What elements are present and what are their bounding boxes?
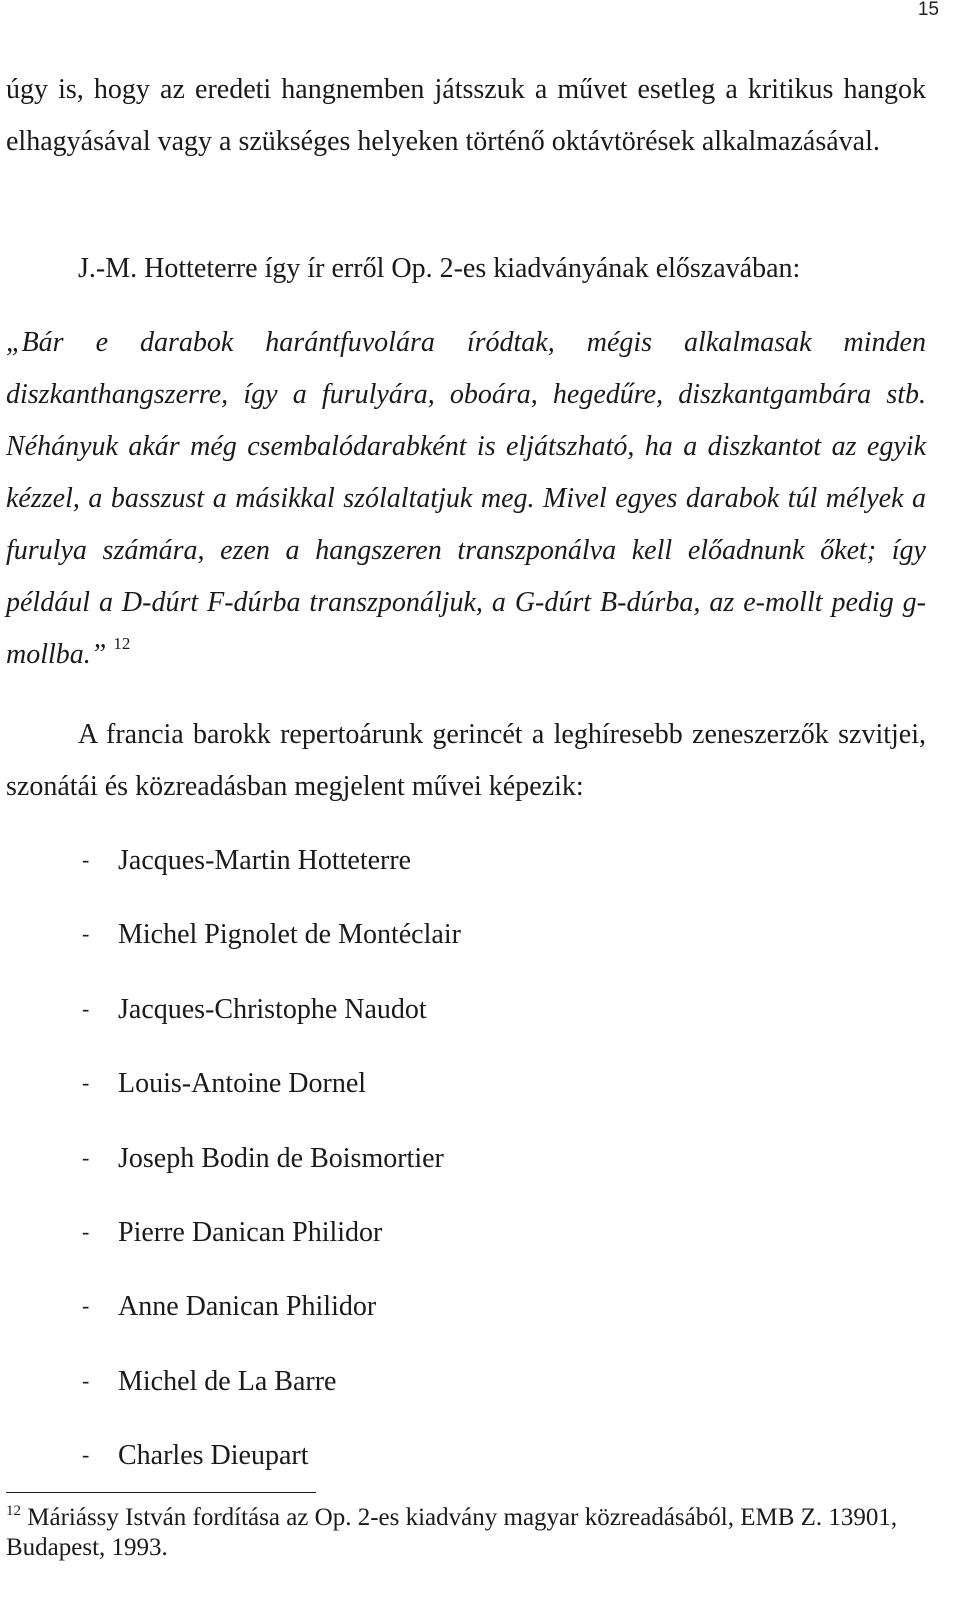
hotteterre-quote — [6, 317, 926, 681]
list-bullet: - — [82, 995, 90, 1021]
composer-name: Pierre Danican Philidor — [118, 1216, 383, 1248]
composer-name: Jacques-Christophe Naudot — [118, 993, 427, 1025]
composer-name: Michel Pignolet de Montéclair — [118, 919, 461, 951]
composer-list-item — [82, 1057, 461, 1131]
repertoire-paragraph: A francia barokk repertoárunk gerincét a leghíresebb zeneszerzők szvitjei, szonátái és közreadásban megjelent művei képezik: — [6, 719, 926, 802]
composer-name: Anne Danican Philidor — [118, 1291, 377, 1323]
footnote-separator — [6, 1492, 316, 1493]
intro-paragraph: úgy is, hogy az eredeti hangnemben játsszuk a művet esetleg a kritikus hangok elhagyásával vagy a szükséges helyeken történő oktávtörések alkalmazásával. — [6, 74, 926, 157]
composer-name: Charles Dieupart — [118, 1440, 309, 1472]
hotteterre-intro: J.-M. Hotteterre így ír erről Op. 2-es kiadványának előszavában: — [78, 253, 801, 284]
footnote-number: 12 — [6, 1503, 21, 1519]
composer-list — [82, 834, 461, 1504]
list-bullet: - — [82, 921, 90, 947]
composer-list-item — [82, 1132, 461, 1206]
quote-text: „Bár e darabok harántfuvolára íródtak, mégis alkalmasak minden diszkanthangszerre, így a furulyára, oboára, hegedűre, diszkantgambára stb. Néhányuk akár még csembalódarabként is eljátszható, ha a diszkantot az egyik kézzel, a basszust a másikkal szólaltatjuk meg. Mivel egyes darabok túl mélyek a furulya számára, ezen a hangszeren transzponálva kell előadnunk őket; így például a D-dúrt F-dúrba transzponáljuk, a G-dúrt B-dúrba, az e-mollt pedig g-mollba.” — [6, 327, 926, 670]
list-bullet: - — [82, 1144, 90, 1170]
composer-list-item — [82, 1355, 461, 1429]
footnote — [6, 1503, 906, 1563]
list-bullet: - — [82, 847, 90, 872]
list-bullet: - — [82, 1070, 90, 1096]
footnote-text: Máriássy István fordítása az Op. 2-es kiadvány magyar közreadásából, EMB Z. 13901, Budapest, 1993. — [6, 1504, 898, 1561]
composer-name: Jacques-Martin Hotteterre — [118, 845, 412, 876]
composer-list-item — [82, 1280, 461, 1354]
page-number: 15 — [917, 0, 939, 20]
list-bullet: - — [82, 1442, 90, 1468]
composer-list-item — [82, 983, 461, 1057]
composer-list-item — [82, 1206, 461, 1280]
list-bullet: - — [82, 1367, 90, 1393]
composer-name: Louis-Antoine Dornel — [118, 1068, 367, 1100]
composer-list-item — [82, 834, 461, 908]
composer-list-item — [82, 908, 461, 982]
composer-name: Joseph Bodin de Boismortier — [118, 1142, 444, 1174]
footnote-reference[interactable]: 12 — [113, 634, 131, 653]
list-bullet: - — [82, 1293, 90, 1319]
list-bullet: - — [82, 1218, 90, 1244]
composer-name: Michel de La Barre — [118, 1365, 337, 1397]
